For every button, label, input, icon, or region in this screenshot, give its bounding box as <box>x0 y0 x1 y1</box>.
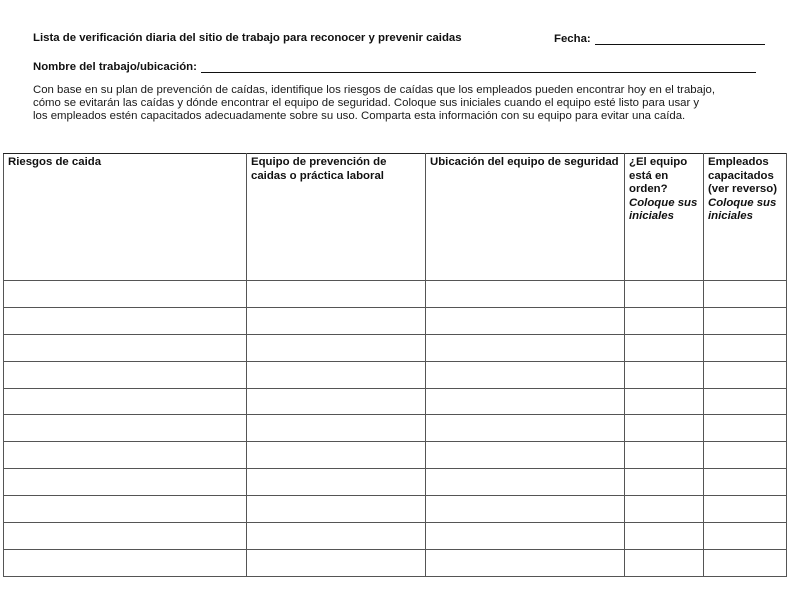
equipment-ok-initials-cell[interactable] <box>625 496 704 523</box>
fall-hazard-cell[interactable] <box>4 496 247 523</box>
prevention-equipment-cell[interactable] <box>247 361 426 388</box>
prevention-equipment-cell[interactable] <box>247 496 426 523</box>
fall-hazard-cell[interactable] <box>4 523 247 550</box>
date-label: Fecha: <box>554 33 591 45</box>
employees-trained-initials-cell[interactable] <box>704 361 787 388</box>
equipment-location-cell[interactable] <box>426 415 625 442</box>
table-header-row <box>4 154 787 281</box>
prevention-equipment-cell[interactable] <box>247 442 426 469</box>
table-row <box>4 496 787 523</box>
table-row <box>4 388 787 415</box>
equipment-ok-initials-cell[interactable] <box>625 415 704 442</box>
equipment-location-cell[interactable] <box>426 334 625 361</box>
instructions-paragraph <box>33 84 793 124</box>
table-row <box>4 415 787 442</box>
instructions-line: cómo se evitarán las caídas y dónde encontrar el equipo de seguridad. Coloque sus iniciales cuando el equipo esté listo para usar y <box>33 97 700 110</box>
table-row <box>4 307 787 334</box>
date-input[interactable] <box>595 32 765 45</box>
job-location-input[interactable] <box>201 60 756 73</box>
equipment-location-cell[interactable] <box>426 307 625 334</box>
date-field-group <box>554 32 765 45</box>
column-header-prevention-equipment <box>247 154 426 281</box>
employees-trained-initials-cell[interactable] <box>704 388 787 415</box>
column-header-label: Equipo de prevención de caidas o práctica laboral <box>251 156 387 182</box>
column-header-fall-hazards <box>4 154 247 281</box>
column-header-equipment-location <box>426 154 625 281</box>
equipment-location-cell[interactable] <box>426 496 625 523</box>
form-title: Lista de verificación diaria del sitio de trabajo para reconocer y prevenir caidas <box>33 32 462 44</box>
job-location-field-group <box>33 60 756 73</box>
table-row <box>4 469 787 496</box>
fall-hazard-cell[interactable] <box>4 307 247 334</box>
prevention-equipment-cell[interactable] <box>247 281 426 308</box>
fall-hazard-cell[interactable] <box>4 549 247 576</box>
equipment-location-cell[interactable] <box>426 442 625 469</box>
instructions-line: Con base en su plan de prevención de caídas, identifique los riesgos de caídas que los empleados pueden encontrar hoy en el trabajo, <box>33 84 715 96</box>
equipment-ok-initials-cell[interactable] <box>625 361 704 388</box>
equipment-location-cell[interactable] <box>426 388 625 415</box>
fall-hazard-cell[interactable] <box>4 415 247 442</box>
fall-hazard-checklist-table <box>3 153 787 577</box>
prevention-equipment-cell[interactable] <box>247 307 426 334</box>
table-row <box>4 334 787 361</box>
job-location-label: Nombre del trabajo/ubicación: <box>33 61 197 73</box>
fall-hazard-cell[interactable] <box>4 361 247 388</box>
table-body <box>4 281 787 577</box>
fall-hazard-cell[interactable] <box>4 469 247 496</box>
table-row <box>4 523 787 550</box>
column-header-employees-trained <box>704 154 787 281</box>
table-row <box>4 442 787 469</box>
equipment-ok-initials-cell[interactable] <box>625 442 704 469</box>
prevention-equipment-cell[interactable] <box>247 388 426 415</box>
column-header-label: Empleados capacitados (ver reverso) <box>708 156 778 195</box>
equipment-ok-initials-cell[interactable] <box>625 523 704 550</box>
fall-hazard-cell[interactable] <box>4 442 247 469</box>
table-row <box>4 281 787 308</box>
instructions-line: los empleados estén capacitados adecuadamente sobre su uso. Comparta esta información con su equipo para evitar una caída. <box>33 110 686 123</box>
equipment-ok-initials-cell[interactable] <box>625 307 704 334</box>
equipment-location-cell[interactable] <box>426 361 625 388</box>
fall-hazard-cell[interactable] <box>4 281 247 308</box>
equipment-ok-initials-cell[interactable] <box>625 549 704 576</box>
equipment-location-cell[interactable] <box>426 549 625 576</box>
employees-trained-initials-cell[interactable] <box>704 469 787 496</box>
column-header-label: ¿El equipo está en orden? <box>629 156 688 195</box>
prevention-equipment-cell[interactable] <box>247 469 426 496</box>
column-header-label: Ubicación del equipo de seguridad <box>430 156 619 168</box>
employees-trained-initials-cell[interactable] <box>704 523 787 550</box>
prevention-equipment-cell[interactable] <box>247 549 426 576</box>
equipment-location-cell[interactable] <box>426 523 625 550</box>
column-header-note: Coloque sus iniciales <box>629 196 698 222</box>
equipment-ok-initials-cell[interactable] <box>625 469 704 496</box>
fall-hazard-cell[interactable] <box>4 334 247 361</box>
employees-trained-initials-cell[interactable] <box>704 307 787 334</box>
employees-trained-initials-cell[interactable] <box>704 415 787 442</box>
employees-trained-initials-cell[interactable] <box>704 334 787 361</box>
employees-trained-initials-cell[interactable] <box>704 281 787 308</box>
equipment-ok-initials-cell[interactable] <box>625 388 704 415</box>
column-header-note: Coloque sus iniciales <box>708 196 777 222</box>
equipment-ok-initials-cell[interactable] <box>625 281 704 308</box>
equipment-ok-initials-cell[interactable] <box>625 334 704 361</box>
employees-trained-initials-cell[interactable] <box>704 549 787 576</box>
equipment-location-cell[interactable] <box>426 469 625 496</box>
prevention-equipment-cell[interactable] <box>247 415 426 442</box>
table-row <box>4 361 787 388</box>
fall-hazard-cell[interactable] <box>4 388 247 415</box>
column-header-label: Riesgos de caida <box>8 156 102 168</box>
employees-trained-initials-cell[interactable] <box>704 496 787 523</box>
equipment-location-cell[interactable] <box>426 281 625 308</box>
table-row <box>4 549 787 576</box>
employees-trained-initials-cell[interactable] <box>704 442 787 469</box>
prevention-equipment-cell[interactable] <box>247 523 426 550</box>
prevention-equipment-cell[interactable] <box>247 334 426 361</box>
column-header-equipment-ok <box>625 154 704 281</box>
